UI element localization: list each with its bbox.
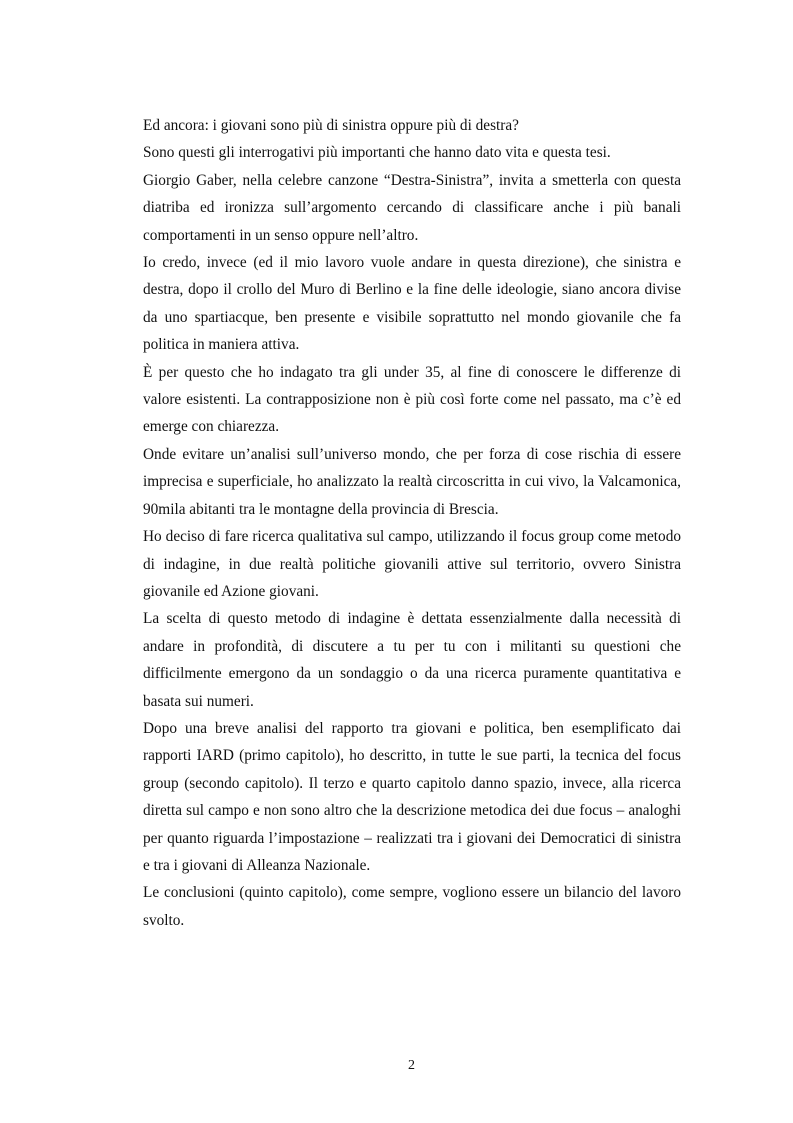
- page-number: 2: [408, 1058, 415, 1073]
- paragraph: Le conclusioni (quinto capitolo), come sempre, vogliono essere un bilancio del lavoro svolto.: [143, 884, 681, 929]
- paragraph: Sono questi gli interrogativi più importanti che hanno dato vita e questa tesi.: [143, 144, 611, 162]
- paragraph: Io credo, invece (ed il mio lavoro vuole andare in questa direzione), che sinistra e destra, dopo il crollo del Muro di Berlino e la fine delle ideologie, siano ancora divise da uno spartiacque, ben presente e visibile soprattutto nel mondo giovanile che fa politica in maniera attiva.: [143, 254, 681, 354]
- paragraph: È per questo che ho indagato tra gli under 35, al fine di conoscere le differenze di valore esistenti. La contrapposizione non è più così forte come nel passato, ma c’è ed emerge con chiarezza.: [143, 363, 681, 436]
- paragraph: Ed ancora: i giovani sono più di sinistra oppure più di destra?: [143, 117, 519, 134]
- paragraph: La scelta di questo metodo di indagine è dettata essenzialmente dalla necessità di andare in profondità, di discutere a tu per tu con i militanti su questioni che difficilmente emergono da un sondaggio o da una ricerca puramente quantitativa e basata sui numeri.: [143, 610, 681, 710]
- paragraph: Onde evitare un’analisi sull’universo mondo, che per forza di cose rischia di essere imprecisa e superficiale, ho analizzato la realtà circoscritta in cui vivo, la Valcamonica, 90mila abitanti tra le montagne della provincia di Brescia.: [143, 445, 681, 518]
- paragraph: Giorgio Gaber, nella celebre canzone “Destra-Sinistra”, invita a smetterla con questa diatriba ed ironizza sull’argomento cercando di classificare anche i più banali comportamenti in un senso oppure nell’altro.: [143, 171, 681, 244]
- body-text: [143, 112, 681, 934]
- paragraph: Ho deciso di fare ricerca qualitativa sul campo, utilizzando il focus group come metodo di indagine, in due realtà politiche giovanili attive sul territorio, ovvero Sinistra giovanile ed Azione giovani.: [143, 528, 681, 600]
- paragraph: Dopo una breve analisi del rapporto tra giovani e politica, ben esemplificato dai rapporti IARD (primo capitolo), ho descritto, in tutte le sue parti, la tecnica del focus group (secondo capitolo). Il terzo e quarto capitolo danno spazio, invece, alla ricerca diretta sul campo e non sono altro che la descrizione metodica dei due focus – analoghi per quanto riguarda l’impostazione – realizzati tra i giovani dei Democratici di sinistra e tra i giovani di Alleanza Nazionale.: [143, 719, 681, 874]
